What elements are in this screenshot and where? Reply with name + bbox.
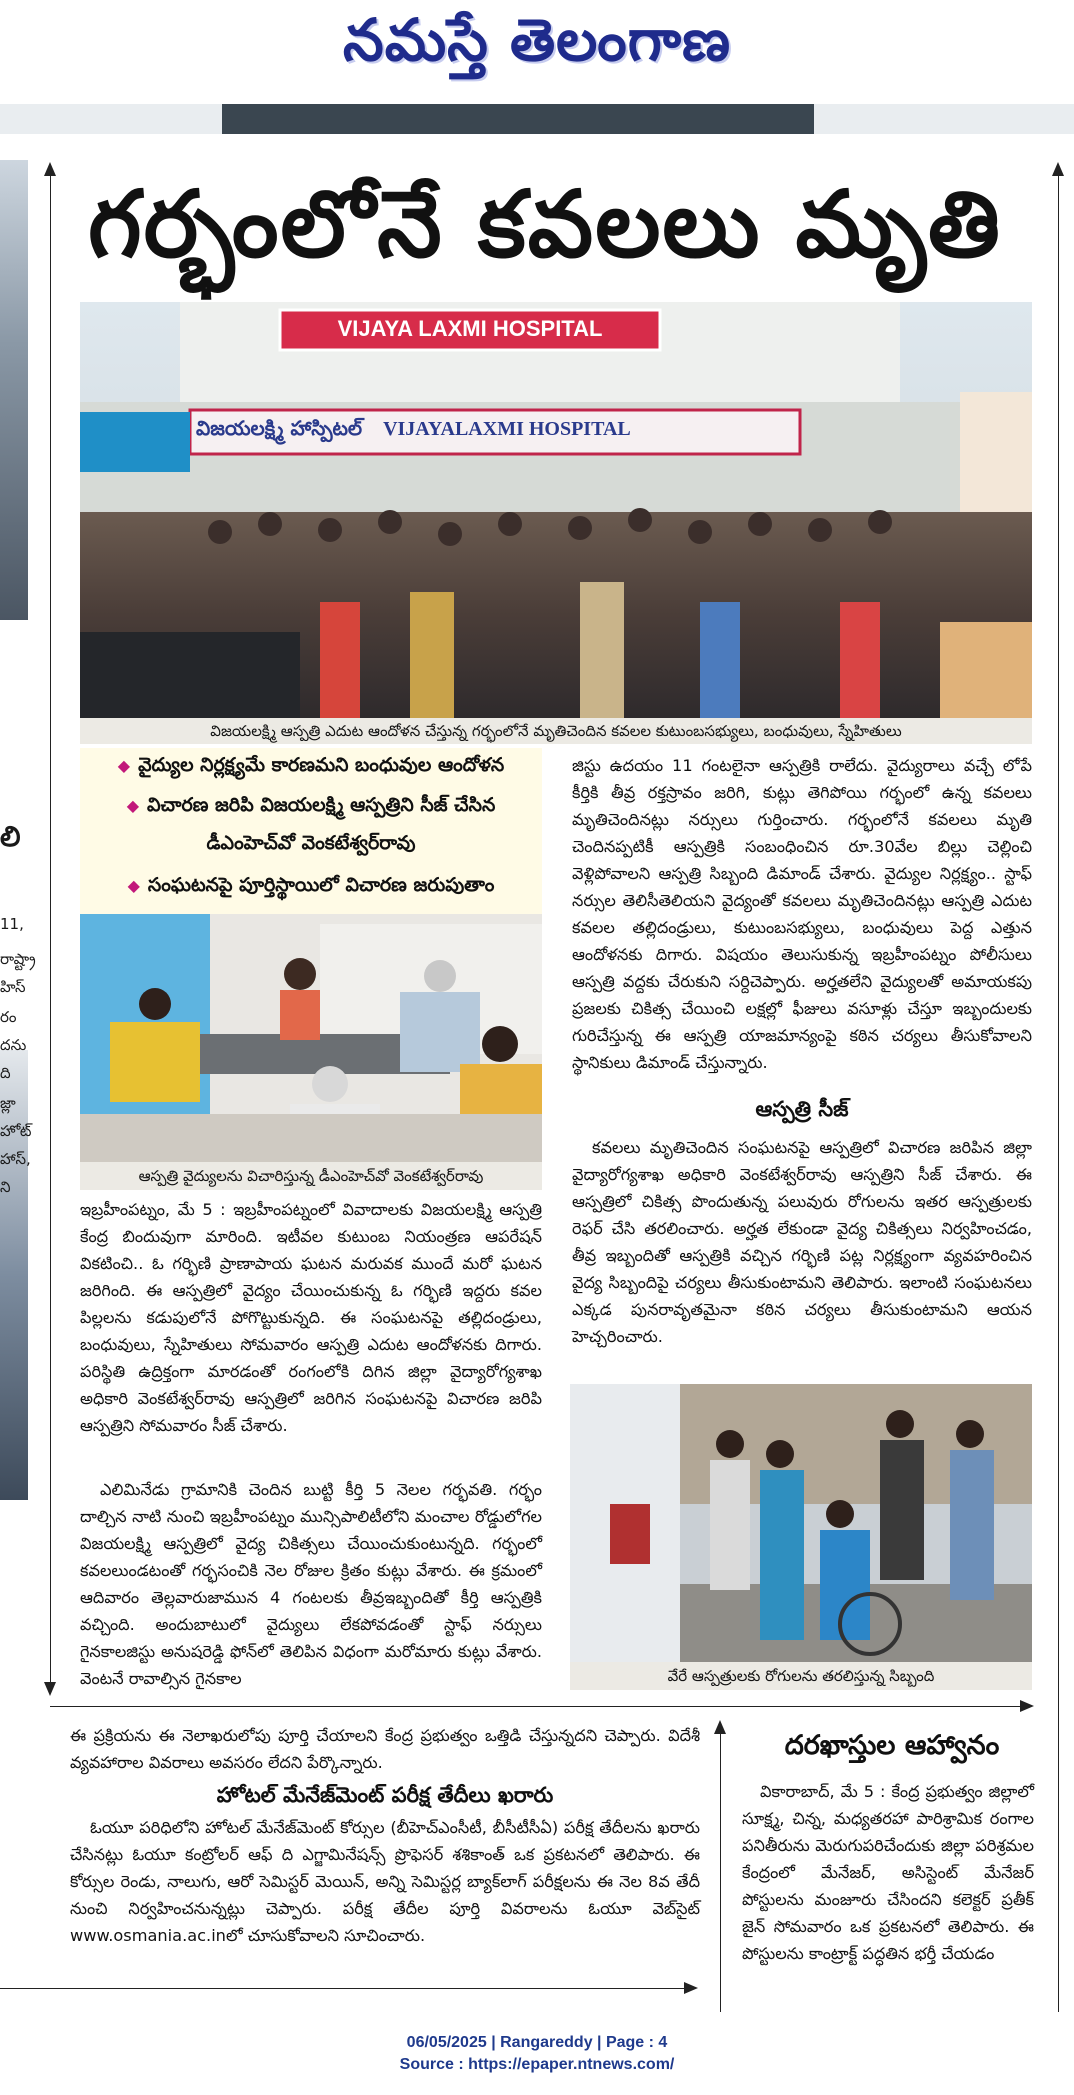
left-strip-snippet: రం xyxy=(0,1008,17,1026)
highlight-item-2-cont: డీఎంహెచ్‌వో వెంకటేశ్వర్‌రావు xyxy=(206,832,416,854)
left-strip-article xyxy=(0,160,36,1660)
footer-source: Source : https://epaper.ntnews.com/ xyxy=(399,2056,675,2073)
article-body-right-p2: కవలలు మృతిచెందిన సంఘటనపై ఆస్పత్రిలో విచారణ జరిపిన జిల్లా వైద్యారోగ్యశాఖ అధికారి వెంకటేశ్వర్‌రావు ఆస్పత్రిని సీజ్ చేశారు. ఈ ఆస్పత్రిలో చికిత్స పొందుతున్న పలువురు రోగులను ఇతర ఆస్పత్రులకు రెఫర్ చేసి తరలించారు. అర్హత లేకుండా వైద్య చికిత్సలు నిర్వహించడం, తీవ్ర ఇబ్బందితో ఆస్పత్రికి వచ్చిన గర్భిణి పట్ల నిర్లక్ష్యంగా వ్యవహరించిన వైద్య సిబ్బందిపై చర్యలు తీసుకుంటామని తెలిపారు. ఇలాంటి సంఘటనలు ఎక్కడ పునరావృతమైనా కఠిన చర్యలు తీసుకుంటామని ఆయన హెచ్చరించారు. xyxy=(572,1138,1032,1346)
left-strip-snippet: 11, xyxy=(0,915,24,933)
hospital-sign-banner xyxy=(196,416,796,450)
column-rule xyxy=(720,1730,721,2012)
arrow-up-icon xyxy=(1052,162,1064,176)
hospital-crowd-photo xyxy=(80,302,1032,718)
arrow-up-icon xyxy=(44,162,56,176)
left-strip-heading: లి xyxy=(0,820,21,853)
left-strip-snippet: జ్లా xyxy=(0,1094,16,1112)
subhead-hospital-seized: ఆస్పత్రి సీజ్ xyxy=(755,1097,849,1121)
photo-caption-2: ఆస్పత్రి వైద్యులను విచారిస్తున్న డీఎంహెచ్‌వో వెంకటేశ్వర్‌రావు xyxy=(80,1162,542,1190)
left-strip-snippet: దను xyxy=(0,1036,27,1054)
highlights-box xyxy=(80,748,542,914)
highlight-item-3: ◆ సంఘటనపై పూర్తిస్థాయిలో విచారణ జరుపుతాం xyxy=(127,874,495,896)
hospital-sign-banner-te: విజయలక్ష్మి హాస్పిటల్ xyxy=(196,416,363,440)
officer-inquiry-photo xyxy=(80,914,542,1162)
left-strip-snippet: రాష్ట్రా xyxy=(0,950,36,968)
arrow-up-icon xyxy=(714,1720,726,1734)
subhead-hotel-management-exams: హోటల్ మేనేజ్‌మెంట్ పరీక్ష తేదీలు ఖరారు xyxy=(216,1783,554,1807)
photo-caption-3: వేరే ఆస్పత్రులకు రోగులను తరలిస్తున్న సిబ్బంది xyxy=(570,1662,1032,1690)
article-body-left-p1: ఇబ్రహీంపట్నం, మే 5 : ఇబ్రహీంపట్నంలో వివాదాలకు విజయలక్ష్మి ఆస్పత్రి కేంద్ర బిందువుగా మారింది. ఇటీవల కుటుంబ నియంత్రణ ఆపరేషన్ వికటించి.. ఓ గర్భిణి ప్రాణాపాయ ఘటన మరువక ముందే మరో ఘటన జరిగింది. ఈ ఆస్పత్రిలో వైద్యం చేయించుకున్న ఓ గర్భిణి ఇద్దరు కవల పిల్లలను కడుపులోనే పోగొట్టుకున్నది. ఈ సంఘటనపై తల్లిదండ్రులు, బంధువులు, స్నేహితులు సోమవారం ఆస్పత్రి ఎదుట ఆందోళనకు దిగారు. పరిస్థితి ఉద్రిక్తంగా మారడంతో రంగంలోకి దిగిన జిల్లా వైద్యారోగ్యశాఖ అధికారి వెంకటేశ్వర్‌రావు ఆస్పత్రిలో జరిగిన సంఘటనపై విచారణ జరిపి ఆస్పత్రిని సోమవారం సీజ్ చేశారు. xyxy=(80,1200,542,1435)
left-strip-snippet: హిస్ xyxy=(0,978,26,996)
left-frame-line xyxy=(50,172,51,1690)
arrow-right-icon xyxy=(684,1982,698,1994)
newspaper-logo: నమస్తే తెలంగాణ xyxy=(343,6,731,74)
sidebar-headline: దరఖాస్తుల ఆహ్వానం xyxy=(784,1730,1000,1761)
top-band xyxy=(0,104,1074,134)
left-strip-snippet: ది xyxy=(0,1064,11,1082)
article-body-right-p1: జిస్టు ఉదయం 11 గంటలైనా ఆస్పత్రికి రాలేదు. వైద్యురాలు వచ్చే లోపే కీర్తికి తీవ్ర రక్తస్రావం జరిగి, కుట్లు తెగిపోయి గర్భంలో ఉన్న కవలలు మృతిచెందినట్లు నర్సులు గుర్తించారు. గర్భంలోనే కవలలు మృతి చెందినప్పటికీ ఆస్పత్రికి సంబంధించిన రూ.30వేల బిల్లు చెల్లించి వెళ్లిపోవాలని ఆస్పత్రి సిబ్బంది డిమాండ్ చేశారు. వైద్యుల నిర్లక్ష్యం.. స్టాఫ్ నర్సుల తెలిసీతెలియని వైద్యంతో కవలలు మృతిచెందినట్లు ఆస్పత్రి ఎదుట కవలల తల్లిదండ్రులు, కుటుంబసభ్యులు, బంధువులు పెద్ద ఎత్తున ఆందోళనకు దిగారు. విషయం తెలుసుకున్న ఇబ్రహీంపట్నం పోలీసులు ఆస్పత్రి వద్దకు చేరుకుని సర్దిచెప్పారు. అర్హతలేని వైద్యులతో అమాయకపు ప్రజలకు చికిత్స చేయించి లక్షల్లో ఫీజులు వసూళ్లు చేస్తూ ఇబ్బందులకు గురిచేస్తున్న ఈ ఆస్పత్రి యాజమాన్యంపై కఠిన చర్యలు తీసుకోవాలని స్థానికులు డిమాండ్ చేస్తున్నారు. xyxy=(572,756,1032,1072)
highlight-item-2: ◆ విచారణ జరిపి విజయలక్ష్మి ఆస్పత్రిని సీజ్ చేసిన xyxy=(126,794,496,816)
hospital-crowd-illustration xyxy=(80,302,1032,718)
top-band-dark xyxy=(222,104,814,134)
article-body-left-p2: ఎలిమినేడు గ్రామానికి చెందిన బుట్టి కీర్తి 5 నెలల గర్భవతి. గర్భం దాల్చిన నాటి నుంచి ఇబ్రహీంపట్నం మున్సిపాలిటీలోని మంచాల రోడ్డులోగల విజయలక్ష్మి ఆస్పత్రిలో వైద్య చికిత్సలు చేయించుకుంటున్నది. గర్భంలో కవలలుండటంతో గర్భసంచికి నెల రోజుల క్రితం కుట్లు వేశారు. ఈ క్రమంలో ఆదివారం తెల్లవారుజామున 4 గంటలకు తీవ్రఇబ్బందితో కీర్తి ఆస్పత్రికి వచ్చింది. అందుబాటులో వైద్యులు లేకపోవడంతో స్టాఫ్ నర్సులు గైనకాలజిస్టు అనుషరెడ్డి ఫోన్‌లో తెలిపిన విధంగా మరోమారు కుట్లు వేశారు. వెంటనే రావాల్సిన గైనకాల xyxy=(80,1480,542,1688)
footer-date-page: 06/05/2025 | Rangareddy | Page : 4 xyxy=(406,2034,668,2051)
lower-intro: ఈ ప్రక్రియను ఈ నెలాఖరులోపు పూర్తి చేయాలని కేంద్ర ప్రభుత్వం ఒత్తిడి చేస్తున్నదని చెప్పారు. విదేశీ వ్యవహారాల వివరాలు అవసరం లేదని పేర్కొన్నారు. xyxy=(70,1726,700,1772)
left-strip-snippet: ని xyxy=(0,1178,11,1196)
hospital-sign-banner-en: VIJAYALAXMI HOSPITAL xyxy=(383,418,631,440)
left-strip-photo-2 xyxy=(0,1050,28,1500)
sidebar-body: వికారాబాద్, మే 5 : కేంద్ర ప్రభుత్వం జిల్లాలో సూక్ష్మ, చిన్న, మధ్యతరహా పారిశ్రామిక రంగాల పనితీరును మెరుగుపరిచేందుకు జిల్లా పరిశ్రమల కేంద్రంలో మేనేజర్, అసిస్టెంట్ మేనేజర్ పోస్టులను మంజూరు చేసిందని కలెక్టర్ ప్రతీక్ జైన్ సోమవారం ఒక ప్రకటనలో తెలిపారు. ఈ పోస్టులను కాంట్రాక్ట్ పద్ధతిన భర్తీ చేయడం xyxy=(742,1782,1034,1963)
highlight-item-1: ◆ వైద్యుల నిర్లక్ష్యమే కారణమని బంధువుల ఆందోళన xyxy=(117,754,505,776)
arrow-right-icon xyxy=(1020,1700,1034,1712)
diamond-bullet-icon: ◆ xyxy=(117,756,131,775)
hospital-sign-top: VIJAYA LAXMI HOSPITAL xyxy=(337,316,603,341)
masthead xyxy=(0,0,1074,96)
diamond-bullet-icon: ◆ xyxy=(127,876,140,895)
left-strip-snippet: హాస్, xyxy=(0,1150,31,1168)
diamond-bullet-icon: ◆ xyxy=(126,796,139,815)
lower-body: ఓయూ పరిధిలోని హోటల్ మేనేజ్‌మెంట్ కోర్సుల (బీహెచ్‌ఎంసీటీ, బీసీటీసీఏ) పరీక్ష తేదీలను ఖరారు చేసినట్లు ఓయూ కంట్రోలర్ ఆఫ్ ది ఎగ్జామినేషన్స్ ప్రొఫెసర్ శశికాంత్ ఒక ప్రకటనలో తెలిపారు. ఈ కోర్సుల రెండు, నాలుగు, ఆరో సెమిస్టర్ మెయిన్, అన్ని సెమిస్టర్ల బ్యాక్‌లాగ్ పరీక్షలను ఈ నెల 8వ తేదీ నుంచి నిర్వహించనున్నట్లు చెప్పారు. పరీక్ష తేదీల పూర్తి వివరాలను ఓయూ వెబ్‌సైట్ www.osmania.ac.inలో చూసుకోవాలని సూచించారు. xyxy=(70,1818,700,1945)
officer-inquiry-illustration xyxy=(80,914,542,1162)
headline: గర్భంలోనే కవలలు మృతి xyxy=(87,171,1003,278)
page-footer xyxy=(0,2032,1074,2076)
horizontal-rule-upper xyxy=(50,1706,1030,1707)
right-frame-line xyxy=(1058,172,1059,2012)
horizontal-rule-lower xyxy=(0,1988,690,1989)
photo-caption-1: విజయలక్ష్మి ఆస్పత్రి ఎదుట ఆందోళన చేస్తున్న గర్భంలోనే మృతిచెందిన కవలల కుటుంబసభ్యులు, బంధువులు, స్నేహితులు xyxy=(80,718,1032,744)
patients-shifting-illustration xyxy=(570,1384,1032,1662)
arrow-down-icon xyxy=(44,1682,56,1696)
patients-shifting-photo xyxy=(570,1384,1032,1662)
left-strip-snippet: హోట్ xyxy=(0,1122,32,1140)
left-strip-photo xyxy=(0,160,28,620)
